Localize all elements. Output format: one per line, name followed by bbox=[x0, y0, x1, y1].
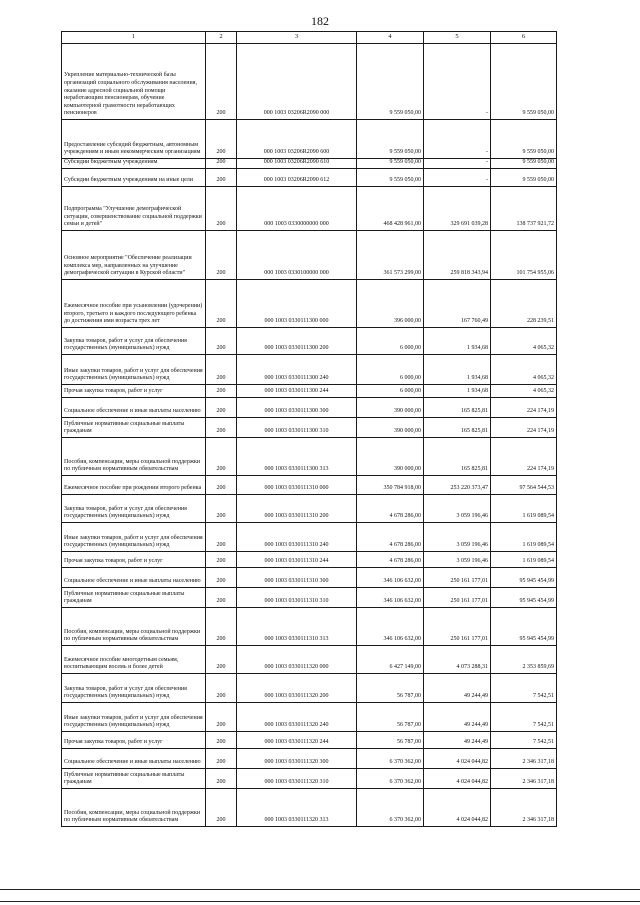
row-name-cell: Подпрограмма "Улучшение демографической ситуации, совершенствование социальной поддержки семьи и детей" bbox=[62, 187, 206, 231]
table-row bbox=[62, 418, 557, 438]
row-plan-cell: 9 559 050,00 bbox=[357, 159, 424, 169]
row-kbk-cell: 000 1003 0330111320 240 bbox=[237, 703, 357, 732]
row-plan-cell: 6 000,00 bbox=[357, 385, 424, 398]
row-name-cell: Ежемесячное пособие при усыновлении (удочерении) второго, третьего и каждого последующего ребенка до достижения ими возраста трех лет bbox=[62, 280, 206, 328]
row-kbk-cell: 000 1003 0330111300 000 bbox=[237, 280, 357, 328]
row-plan-cell: 390 000,00 bbox=[357, 398, 424, 418]
column-header: 5 bbox=[424, 32, 491, 44]
row-executed-cell: 259 818 343,94 bbox=[424, 231, 491, 280]
row-kbk-cell: 000 1003 0330111310 200 bbox=[237, 495, 357, 523]
table-row bbox=[62, 355, 557, 385]
row-plan-cell: 350 784 918,00 bbox=[357, 476, 424, 495]
row-plan-cell: 6 370 362,00 bbox=[357, 789, 424, 827]
row-code-cell: 200 bbox=[206, 769, 237, 789]
row-kbk-cell: 000 1003 0330111310 310 bbox=[237, 588, 357, 608]
row-executed-cell: 49 244,49 bbox=[424, 674, 491, 703]
row-code-cell: 200 bbox=[206, 44, 237, 120]
row-name-cell: Ежемесячное пособие при рождении второго ребенка bbox=[62, 476, 206, 495]
row-kbk-cell: 000 1003 0330100000 000 bbox=[237, 231, 357, 280]
row-plan-cell: 6 427 149,00 bbox=[357, 646, 424, 674]
row-plan-cell: 9 559 050,00 bbox=[357, 169, 424, 187]
row-plan-cell: 56 787,00 bbox=[357, 732, 424, 749]
row-remainder-cell: 101 754 955,06 bbox=[491, 231, 557, 280]
row-code-cell: 200 bbox=[206, 187, 237, 231]
row-code-cell: 200 bbox=[206, 398, 237, 418]
row-plan-cell: 468 428 961,00 bbox=[357, 187, 424, 231]
row-remainder-cell: 224 174,19 bbox=[491, 418, 557, 438]
row-plan-cell: 4 678 286,00 bbox=[357, 552, 424, 568]
row-kbk-cell: 000 1003 0330111300 310 bbox=[237, 418, 357, 438]
row-remainder-cell: 2 346 317,18 bbox=[491, 769, 557, 789]
row-executed-cell: - bbox=[424, 120, 491, 159]
row-kbk-cell: 000 1003 0330111320 310 bbox=[237, 769, 357, 789]
row-remainder-cell: 2 346 317,18 bbox=[491, 749, 557, 769]
table-row bbox=[62, 523, 557, 552]
table-row bbox=[62, 476, 557, 495]
column-header: 6 bbox=[491, 32, 557, 44]
row-name-cell: Основное мероприятие "Обеспечение реализации комплекса мер, направленных на улучшение демографической ситуации в Курской области" bbox=[62, 231, 206, 280]
row-executed-cell: 4 024 044,82 bbox=[424, 789, 491, 827]
row-plan-cell: 346 106 632,00 bbox=[357, 568, 424, 588]
table-row bbox=[62, 159, 557, 169]
row-kbk-cell: 000 1003 0330111310 313 bbox=[237, 608, 357, 646]
budget-execution-table bbox=[61, 31, 557, 827]
table-row bbox=[62, 187, 557, 231]
row-code-cell: 200 bbox=[206, 418, 237, 438]
row-executed-cell: 250 161 177,01 bbox=[424, 588, 491, 608]
row-name-cell: Субсидии бюджетным учреждениям bbox=[62, 159, 206, 169]
row-executed-cell: 1 934,68 bbox=[424, 385, 491, 398]
row-plan-cell: 6 370 362,00 bbox=[357, 749, 424, 769]
table-row bbox=[62, 674, 557, 703]
row-plan-cell: 56 787,00 bbox=[357, 674, 424, 703]
row-remainder-cell: 1 619 089,54 bbox=[491, 495, 557, 523]
table-row bbox=[62, 120, 557, 159]
row-code-cell: 200 bbox=[206, 674, 237, 703]
row-code-cell: 200 bbox=[206, 789, 237, 827]
row-name-cell: Пособия, компенсации, меры социальной поддержки по публичным нормативным обязательствам bbox=[62, 608, 206, 646]
row-code-cell: 200 bbox=[206, 703, 237, 732]
table-row bbox=[62, 646, 557, 674]
row-remainder-cell: 7 542,51 bbox=[491, 703, 557, 732]
row-name-cell: Социальное обеспечение и иные выплаты населению bbox=[62, 398, 206, 418]
table-row bbox=[62, 231, 557, 280]
row-name-cell: Пособия, компенсации, меры социальной поддержки по публичным нормативным обязательствам bbox=[62, 438, 206, 476]
row-executed-cell: 3 059 196,46 bbox=[424, 523, 491, 552]
row-code-cell: 200 bbox=[206, 231, 237, 280]
row-plan-cell: 390 000,00 bbox=[357, 418, 424, 438]
row-code-cell: 200 bbox=[206, 568, 237, 588]
table-row bbox=[62, 44, 557, 120]
row-name-cell: Публичные нормативные социальные выплаты гражданам bbox=[62, 588, 206, 608]
row-remainder-cell: 4 065,32 bbox=[491, 328, 557, 355]
row-name-cell: Ежемесячное пособие многодетным семьям, воспитывающим восемь и более детей bbox=[62, 646, 206, 674]
row-kbk-cell: 000 1003 0330111320 244 bbox=[237, 732, 357, 749]
row-executed-cell: - bbox=[424, 159, 491, 169]
table-row bbox=[62, 552, 557, 568]
row-name-cell: Закупка товаров, работ и услуг для обеспечения государственных (муниципальных) нужд bbox=[62, 495, 206, 523]
bottom-rule bbox=[0, 889, 640, 890]
table-header-row bbox=[62, 32, 557, 44]
row-executed-cell: 3 059 196,46 bbox=[424, 552, 491, 568]
row-kbk-cell: 000 1003 03206R2090 610 bbox=[237, 159, 357, 169]
row-name-cell: Закупка товаров, работ и услуг для обеспечения государственных (муниципальных) нужд bbox=[62, 674, 206, 703]
row-executed-cell: 165 825,81 bbox=[424, 438, 491, 476]
row-code-cell: 200 bbox=[206, 159, 237, 169]
row-kbk-cell: 000 1003 0330111300 244 bbox=[237, 385, 357, 398]
row-remainder-cell: 9 559 050,00 bbox=[491, 159, 557, 169]
column-header: 2 bbox=[206, 32, 237, 44]
row-code-cell: 200 bbox=[206, 749, 237, 769]
table-row bbox=[62, 703, 557, 732]
row-name-cell: Иные закупки товаров, работ и услуг для обеспечения государственных (муниципальных) нужд bbox=[62, 355, 206, 385]
row-remainder-cell: 4 065,32 bbox=[491, 355, 557, 385]
row-plan-cell: 9 559 050,00 bbox=[357, 120, 424, 159]
row-code-cell: 200 bbox=[206, 732, 237, 749]
row-remainder-cell: 224 174,19 bbox=[491, 398, 557, 418]
row-code-cell: 200 bbox=[206, 646, 237, 674]
bottom-rule-lower bbox=[0, 901, 640, 902]
row-executed-cell: 1 934,68 bbox=[424, 328, 491, 355]
row-name-cell: Публичные нормативные социальные выплаты гражданам bbox=[62, 418, 206, 438]
row-name-cell: Социальное обеспечение и иные выплаты населению bbox=[62, 568, 206, 588]
row-plan-cell: 4 678 286,00 bbox=[357, 523, 424, 552]
table-row bbox=[62, 769, 557, 789]
row-name-cell: Субсидии бюджетным учреждениям на иные цели bbox=[62, 169, 206, 187]
row-plan-cell: 4 678 286,00 bbox=[357, 495, 424, 523]
row-executed-cell: 250 161 177,01 bbox=[424, 568, 491, 588]
table-row bbox=[62, 385, 557, 398]
row-executed-cell: 49 244,49 bbox=[424, 732, 491, 749]
row-name-cell: Прочая закупка товаров, работ и услуг bbox=[62, 552, 206, 568]
row-executed-cell: 4 024 044,82 bbox=[424, 769, 491, 789]
row-executed-cell: 49 244,49 bbox=[424, 703, 491, 732]
row-name-cell: Пособия, компенсации, меры социальной поддержки по публичным нормативным обязательствам bbox=[62, 789, 206, 827]
row-name-cell: Социальное обеспечение и иные выплаты населению bbox=[62, 749, 206, 769]
row-kbk-cell: 000 1003 0330111310 240 bbox=[237, 523, 357, 552]
table-row bbox=[62, 588, 557, 608]
row-executed-cell: 329 691 039,28 bbox=[424, 187, 491, 231]
row-remainder-cell: 95 945 454,99 bbox=[491, 588, 557, 608]
row-kbk-cell: 000 1003 03206R2090 000 bbox=[237, 44, 357, 120]
row-remainder-cell: 138 737 921,72 bbox=[491, 187, 557, 231]
row-code-cell: 200 bbox=[206, 438, 237, 476]
row-code-cell: 200 bbox=[206, 280, 237, 328]
row-remainder-cell: 97 564 544,53 bbox=[491, 476, 557, 495]
row-code-cell: 200 bbox=[206, 169, 237, 187]
row-code-cell: 200 bbox=[206, 588, 237, 608]
row-kbk-cell: 000 1003 0330111320 000 bbox=[237, 646, 357, 674]
row-executed-cell: 3 059 196,46 bbox=[424, 495, 491, 523]
row-kbk-cell: 000 1003 0330111320 313 bbox=[237, 789, 357, 827]
row-executed-cell: 4 024 044,82 bbox=[424, 749, 491, 769]
row-plan-cell: 56 787,00 bbox=[357, 703, 424, 732]
row-code-cell: 200 bbox=[206, 120, 237, 159]
row-kbk-cell: 000 1003 0330111320 200 bbox=[237, 674, 357, 703]
table-row bbox=[62, 328, 557, 355]
row-kbk-cell: 000 1003 0330000000 000 bbox=[237, 187, 357, 231]
row-plan-cell: 346 106 632,00 bbox=[357, 608, 424, 646]
row-code-cell: 200 bbox=[206, 385, 237, 398]
table-row bbox=[62, 169, 557, 187]
row-remainder-cell: 224 174,19 bbox=[491, 438, 557, 476]
row-remainder-cell: 228 239,51 bbox=[491, 280, 557, 328]
row-remainder-cell: 9 559 050,00 bbox=[491, 169, 557, 187]
row-kbk-cell: 000 1003 0330111310 000 bbox=[237, 476, 357, 495]
row-kbk-cell: 000 1003 0330111310 244 bbox=[237, 552, 357, 568]
row-kbk-cell: 000 1003 0330111310 300 bbox=[237, 568, 357, 588]
row-plan-cell: 9 559 050,00 bbox=[357, 44, 424, 120]
row-remainder-cell: 95 945 454,99 bbox=[491, 568, 557, 588]
table-row bbox=[62, 438, 557, 476]
row-executed-cell: 165 825,81 bbox=[424, 398, 491, 418]
row-executed-cell: 253 220 373,47 bbox=[424, 476, 491, 495]
row-name-cell: Закупка товаров, работ и услуг для обеспечения государственных (муниципальных) нужд bbox=[62, 328, 206, 355]
row-executed-cell: 250 161 177,01 bbox=[424, 608, 491, 646]
row-plan-cell: 361 573 299,00 bbox=[357, 231, 424, 280]
row-executed-cell: 165 825,81 bbox=[424, 418, 491, 438]
row-plan-cell: 346 106 632,00 bbox=[357, 588, 424, 608]
row-remainder-cell: 2 353 859,69 bbox=[491, 646, 557, 674]
row-plan-cell: 6 000,00 bbox=[357, 355, 424, 385]
table-row bbox=[62, 568, 557, 588]
row-code-cell: 200 bbox=[206, 355, 237, 385]
column-header: 3 bbox=[237, 32, 357, 44]
row-kbk-cell: 000 1003 0330111300 240 bbox=[237, 355, 357, 385]
row-plan-cell: 6 370 362,00 bbox=[357, 769, 424, 789]
page-number: 182 bbox=[311, 14, 329, 28]
table-row bbox=[62, 280, 557, 328]
row-executed-cell: 1 934,68 bbox=[424, 355, 491, 385]
row-name-cell: Укрепление материально-технической базы организаций социального обслуживания населения, оказание адресной социальной помощи неработающим пенсионерам, обучение компьютерной грамотности неработающих пенсионеров bbox=[62, 44, 206, 120]
row-remainder-cell: 9 559 050,00 bbox=[491, 120, 557, 159]
row-kbk-cell: 000 1003 0330111300 300 bbox=[237, 398, 357, 418]
row-name-cell: Прочая закупка товаров, работ и услуг bbox=[62, 732, 206, 749]
row-name-cell: Иные закупки товаров, работ и услуг для обеспечения государственных (муниципальных) нужд bbox=[62, 703, 206, 732]
row-kbk-cell: 000 1003 03206R2090 600 bbox=[237, 120, 357, 159]
row-kbk-cell: 000 1003 0330111300 313 bbox=[237, 438, 357, 476]
row-name-cell: Публичные нормативные социальные выплаты гражданам bbox=[62, 769, 206, 789]
row-name-cell: Прочая закупка товаров, работ и услуг bbox=[62, 385, 206, 398]
row-code-cell: 200 bbox=[206, 476, 237, 495]
row-remainder-cell: 1 619 089,54 bbox=[491, 552, 557, 568]
row-remainder-cell: 9 559 050,00 bbox=[491, 44, 557, 120]
row-remainder-cell: 95 945 454,99 bbox=[491, 608, 557, 646]
row-remainder-cell: 2 346 317,18 bbox=[491, 789, 557, 827]
row-code-cell: 200 bbox=[206, 328, 237, 355]
table-row bbox=[62, 732, 557, 749]
column-header: 1 bbox=[62, 32, 206, 44]
table-row bbox=[62, 789, 557, 827]
table-row bbox=[62, 398, 557, 418]
row-plan-cell: 6 000,00 bbox=[357, 328, 424, 355]
column-header: 4 bbox=[357, 32, 424, 44]
row-kbk-cell: 000 1003 0330111300 200 bbox=[237, 328, 357, 355]
row-remainder-cell: 7 542,51 bbox=[491, 674, 557, 703]
row-remainder-cell: 4 065,32 bbox=[491, 385, 557, 398]
row-plan-cell: 390 000,00 bbox=[357, 438, 424, 476]
row-kbk-cell: 000 1003 03206R2090 612 bbox=[237, 169, 357, 187]
table-row bbox=[62, 608, 557, 646]
row-remainder-cell: 1 619 089,54 bbox=[491, 523, 557, 552]
row-executed-cell: 167 760,49 bbox=[424, 280, 491, 328]
row-code-cell: 200 bbox=[206, 552, 237, 568]
row-name-cell: Иные закупки товаров, работ и услуг для обеспечения государственных (муниципальных) нужд bbox=[62, 523, 206, 552]
row-code-cell: 200 bbox=[206, 608, 237, 646]
row-executed-cell: - bbox=[424, 169, 491, 187]
row-remainder-cell: 7 542,51 bbox=[491, 732, 557, 749]
row-code-cell: 200 bbox=[206, 495, 237, 523]
row-name-cell: Предоставление субсидий бюджетным, автономным учреждениям и иным некоммерческим организациям bbox=[62, 120, 206, 159]
row-executed-cell: - bbox=[424, 44, 491, 120]
row-plan-cell: 396 000,00 bbox=[357, 280, 424, 328]
row-executed-cell: 4 073 288,31 bbox=[424, 646, 491, 674]
table-row bbox=[62, 749, 557, 769]
row-code-cell: 200 bbox=[206, 523, 237, 552]
row-kbk-cell: 000 1003 0330111320 300 bbox=[237, 749, 357, 769]
table-row bbox=[62, 495, 557, 523]
